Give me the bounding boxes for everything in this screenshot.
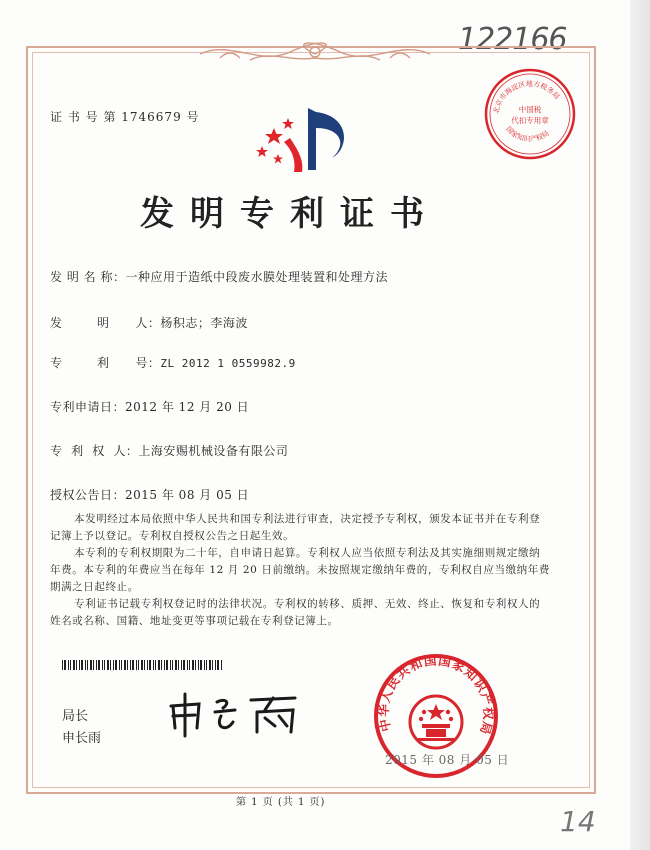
field-value: 一种应用于造纸中段废水膜处理装置和处理方法 [125,270,388,284]
field-inventor [50,314,248,331]
page-footer: 第 1 页 (共 1 页) [236,797,326,808]
paragraph-legal-status: 专利证书记载专利权登记时的法律状况。专利权的转移、质押、无效、终止、恢复和专利权人的姓名或名称、国籍、地址变更等事项记载在专利登记簿上。 [50,598,541,627]
field-value: 2012 年 12 月 20 日 [125,400,250,414]
field-value: ZL 2012 1 0559982.9 [160,357,296,370]
field-value: 上海安赐机械设备有限公司 [138,444,289,458]
field-patentee [50,442,288,459]
handwritten-number: 122166 [458,22,567,57]
svg-text:国家知识产权局 [504,124,550,143]
director-name: 申长雨 [62,731,102,746]
field-label: 发 明 人： [50,316,161,330]
certificate-title: 发明专利证书 [140,194,440,234]
field-value: 2015 年 08 月 05 日 [125,488,250,502]
small-seal-bottom-text: 国家知识产权局 [504,125,551,144]
top-ornament-icon [190,40,440,66]
small-seal-ring-text: 北京市海淀区地方税务局 [492,79,561,115]
field-invention-name [50,268,388,285]
scan-edge-shadow [630,0,650,850]
field-value: 杨积志；李海波 [160,316,248,330]
field-grant-date [50,486,249,503]
paragraph-term-notice: 本专利的专利权期限为二十年，自申请日起算。专利权人应当依照专利法及其实施细则规定缴纳年费。本专利的年费应当在每年 12 月 20 日前缴纳。未按照规定缴纳年费的，专利权自应当缴纳年费期满之日起终止。 [50,547,550,593]
field-label: 发 明 名 称： [50,270,126,284]
cnipa-logo-icon [250,98,360,178]
field-label: 专 利 号： [50,356,161,370]
field-application-date [50,398,249,415]
seal-date: 2015 年 08 月 05 日 [385,753,510,767]
big-seal-ring-text: 中华人民共和国国家知识产权局 [375,652,497,738]
director-signature-icon [165,688,305,738]
tax-seal-stamp-icon [482,66,578,162]
corner-handwritten-mark: 14 [560,805,596,838]
certificate-number: 证 书 号 第 1746679 号 [50,110,200,124]
field-patent-number [50,354,296,371]
field-label: 专 利 权 人： [50,444,139,458]
field-label: 授权公告日： [50,488,126,502]
field-label: 专利申请日： [50,400,126,414]
small-seal-center-line2: 代扣专用章 [511,116,549,125]
barcode-icon [62,660,224,670]
director-title: 局长 [62,709,89,724]
paragraph-grant-notice: 本发明经过本局依照中华人民共和国专利法进行审查，决定授予专利权，颁发本证书并在专利登记簿上予以登记。专利权自授权公告之日起生效。 [50,513,541,542]
small-seal-center-line1: 中国税 [518,105,542,114]
